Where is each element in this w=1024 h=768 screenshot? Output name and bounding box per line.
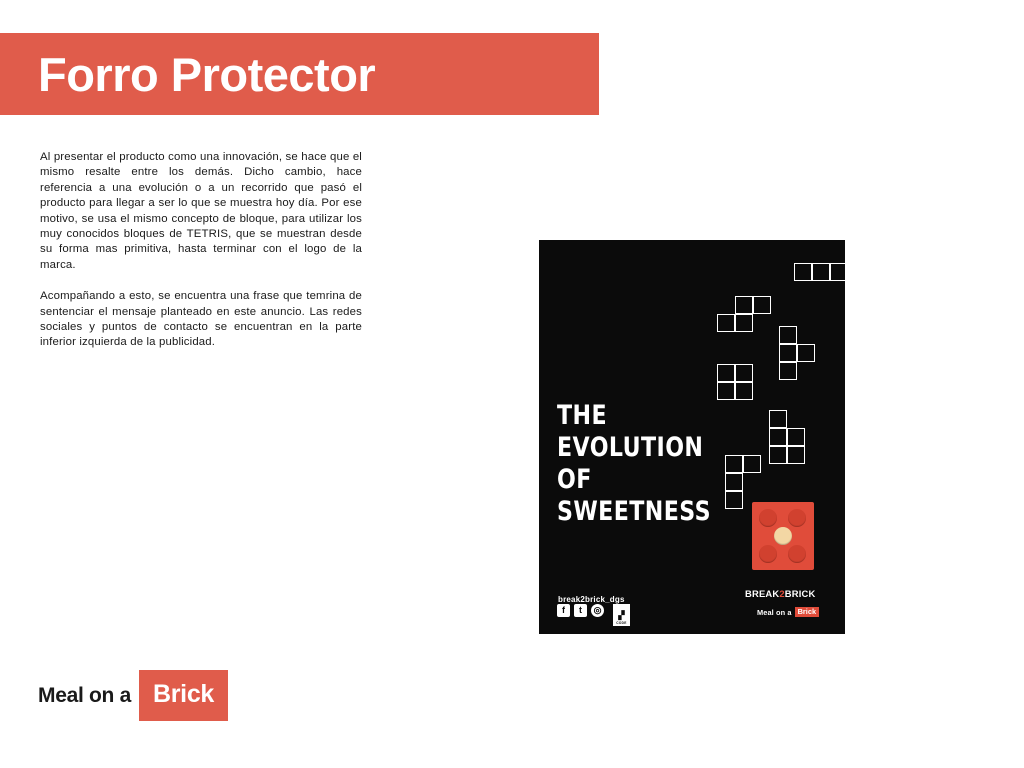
poster-social-row (557, 604, 630, 626)
poster-brand-wordmark (745, 588, 815, 599)
paragraph-2: Acompañando a esto, se encuentra una frase que temrina de sentenciar el mensaje planteado en este anuncio. Las redes sociales y puntos de contacto se encuentran en la parte inferior izquierda de la publicidad. (40, 290, 362, 349)
instagram-icon[interactable]: ◎ (591, 604, 604, 617)
page-title: Forro Protector (38, 47, 376, 101)
tetris-cell (735, 296, 753, 314)
brick-stud (788, 545, 806, 563)
qr-code-label: CODE (616, 621, 627, 625)
tetris-cell (787, 428, 805, 446)
page-title-banner (0, 33, 599, 115)
tetris-cell (743, 455, 761, 473)
tetris-cell (717, 382, 735, 400)
brand-prefix: BREAK (745, 588, 780, 599)
headline-line-3: OF (557, 464, 592, 495)
tetris-cell (725, 455, 743, 473)
poster-meal-text: Meal on a (757, 607, 792, 617)
headline-line-4: SWEETNESS (557, 496, 711, 527)
poster-meal-lockup (757, 607, 819, 617)
tetris-cell (779, 362, 797, 380)
tetris-cell (797, 344, 815, 362)
footer-meal-text: Meal on a (38, 683, 131, 707)
tetris-cell (735, 314, 753, 332)
footer-brand-logo (38, 670, 228, 721)
footer-brick-box: Brick (139, 670, 228, 721)
brick-stud (759, 509, 777, 527)
headline-line-2: EVOLUTION (557, 432, 704, 463)
tetris-cell (779, 344, 797, 362)
tetris-cell (725, 491, 743, 509)
facebook-icon[interactable]: f (557, 604, 570, 617)
tetris-cell (735, 364, 753, 382)
brick-logo-icon (752, 502, 814, 570)
poster-artwork (539, 240, 845, 634)
tetris-cell (769, 410, 787, 428)
brick-stud-highlight (774, 527, 792, 545)
tetris-cell (779, 326, 797, 344)
tetris-cell (787, 446, 805, 464)
paragraph-1: Al presentar el producto como una innovación, se hace que el mismo resalte entre los demás. Dicho cambio, hace referencia a una evolución o a un recorrido que pasó el producto para llegar a ser lo que se muestra hoy día. Por ese motivo, se usa el mismo concepto de bloque, para utilizar los muy conocidos bloques de TETRIS, que se muestran desde su forma mas primitiva, hasta terminar con el logo de la marca. (40, 151, 362, 271)
brand-suffix: BRICK (784, 588, 816, 599)
brick-stud (788, 509, 806, 527)
brand-accent: 2 (779, 588, 785, 599)
body-copy (40, 150, 362, 367)
twitter-icon[interactable]: t (574, 604, 587, 617)
tetris-cell (830, 263, 845, 281)
poster-meal-brick-box: Brick (795, 607, 820, 617)
tetris-cell (769, 446, 787, 464)
tetris-cell (717, 364, 735, 382)
poster-headline (557, 400, 711, 528)
tetris-cell (753, 296, 771, 314)
tetris-cell (812, 263, 830, 281)
tetris-cell (769, 428, 787, 446)
poster-social-handle: break2brick_dgs (558, 595, 625, 604)
tetris-cell (735, 382, 753, 400)
qr-code-icon[interactable]: ▞ CODE (613, 604, 630, 626)
headline-line-1: THE (557, 400, 607, 431)
tetris-cell (717, 314, 735, 332)
brick-stud (759, 545, 777, 563)
tetris-cell (794, 263, 812, 281)
tetris-cell (725, 473, 743, 491)
